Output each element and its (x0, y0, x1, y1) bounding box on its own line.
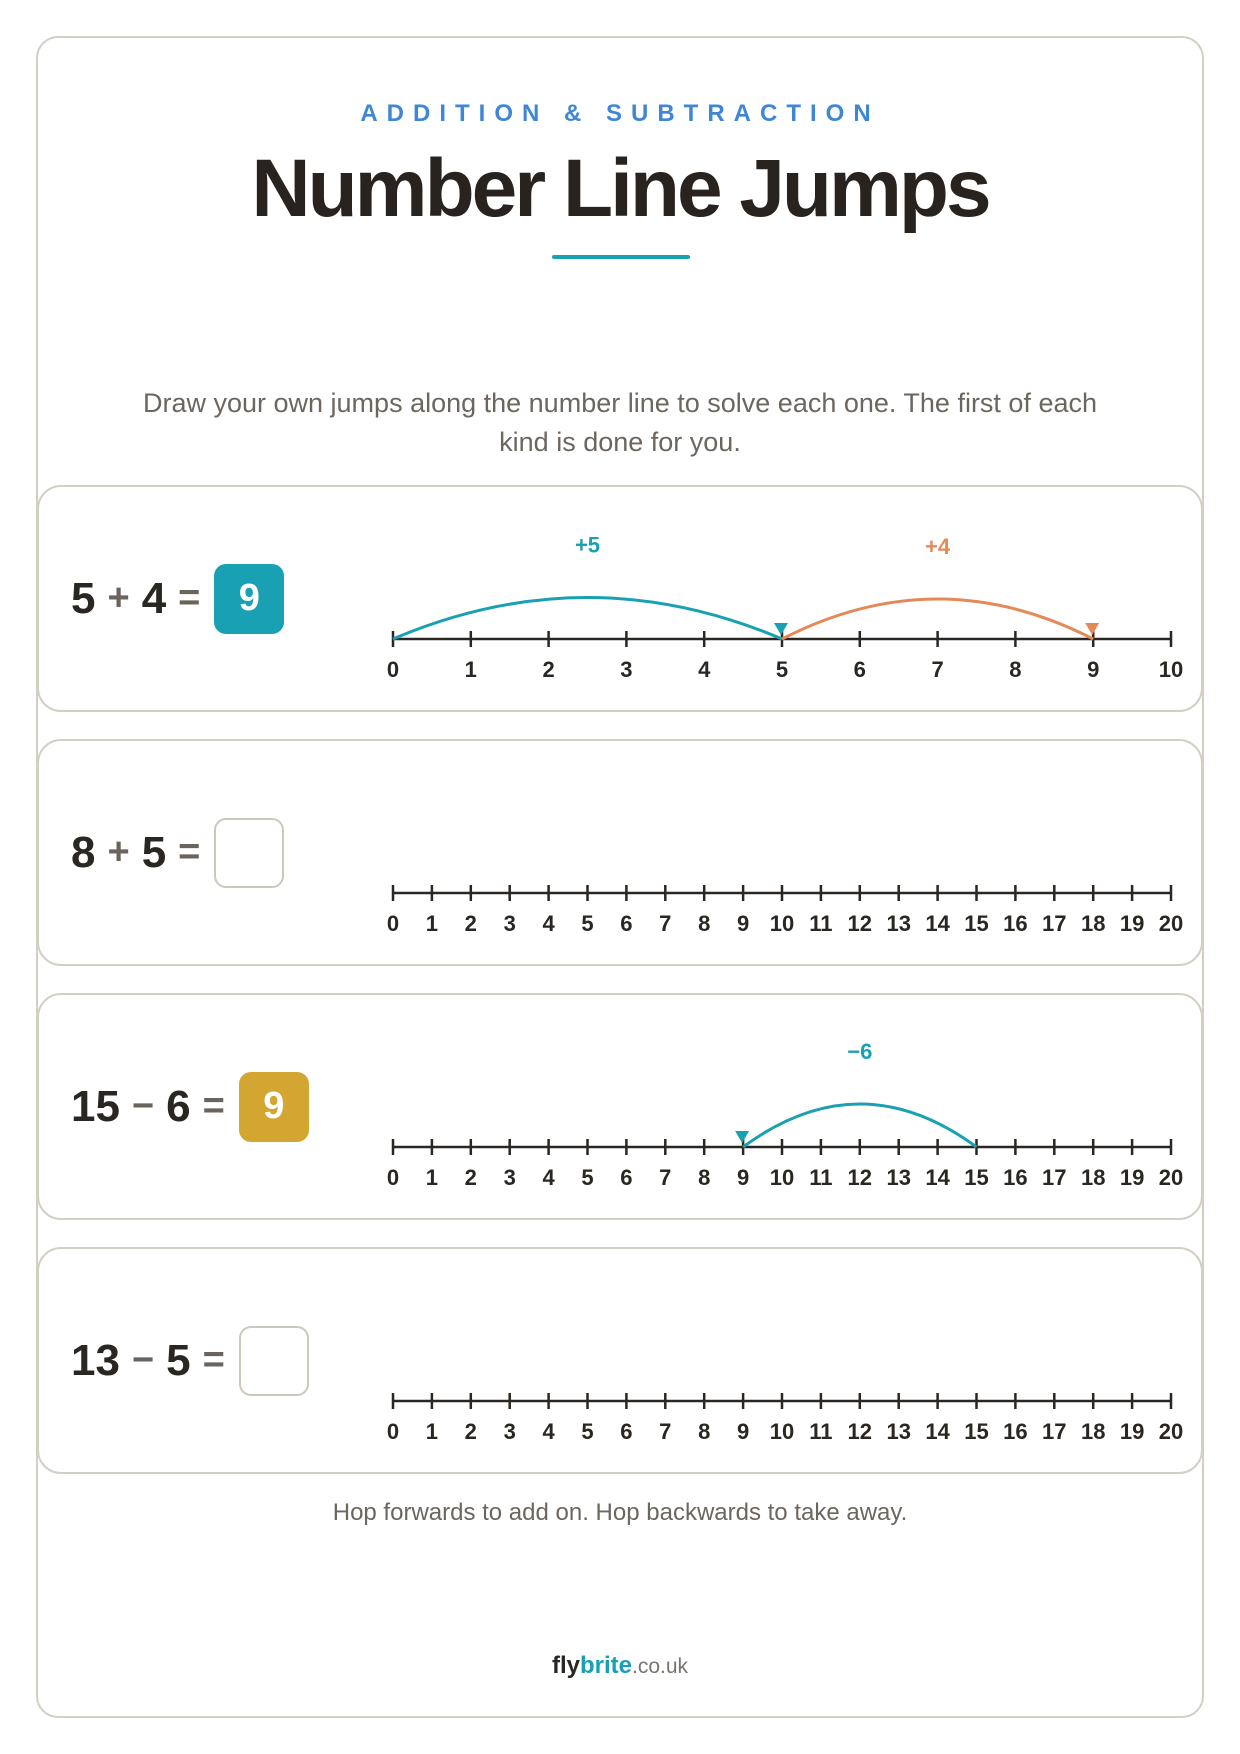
tick-label: 0 (386, 657, 400, 682)
tick-label: 7 (659, 1419, 672, 1444)
brand-part-fly: fly (551, 1652, 580, 1679)
tick-label: 5 (581, 1165, 594, 1190)
answer-box[interactable]: 9 (239, 1072, 309, 1142)
operand-b: 5 (141, 827, 167, 877)
tick-label: 17 (1042, 1419, 1067, 1444)
tick-label: 5 (581, 911, 594, 936)
tick-label: 6 (620, 911, 633, 936)
problem-card-1 (37, 485, 1203, 712)
tick-label: 3 (503, 1419, 516, 1444)
brand-logo[interactable] (0, 1652, 1240, 1680)
tick-label: 19 (1119, 1165, 1145, 1190)
tick-label: 3 (503, 911, 516, 936)
problem-card-2 (37, 739, 1203, 966)
tick-label: 11 (809, 1165, 833, 1190)
tick-label: 16 (1003, 1419, 1028, 1444)
tick-label: 15 (964, 1419, 989, 1444)
tick-label: 14 (925, 1419, 950, 1444)
tick-label: 13 (886, 1419, 911, 1444)
number-line (39, 1249, 1205, 1476)
tick-label: 17 (1042, 911, 1067, 936)
operand-b: 5 (166, 1335, 191, 1385)
tick-label: 2 (464, 911, 477, 936)
tick-label: 20 (1158, 1165, 1184, 1190)
tick-label: 19 (1119, 911, 1145, 936)
tick-label: 14 (925, 1165, 950, 1190)
title-underline (552, 255, 690, 259)
tick-label: 13 (886, 1165, 911, 1190)
tick-label: 7 (931, 657, 944, 682)
tick-label: 20 (1158, 911, 1184, 936)
tick-label: 9 (736, 1165, 750, 1190)
page-title: Number Line Jumps (251, 143, 989, 234)
tick-label: 3 (503, 1165, 516, 1190)
tick-label: 5 (581, 1419, 594, 1444)
arrow-head-icon (774, 623, 788, 635)
tick-label: 4 (542, 911, 555, 936)
problem-card-3 (37, 993, 1203, 1220)
tick-label: 10 (769, 1165, 795, 1190)
tick-label: 8 (698, 911, 711, 936)
operator: + (107, 831, 130, 873)
brand-part-domain: .co.uk (632, 1655, 689, 1678)
tick-label: 16 (1003, 1165, 1028, 1190)
equals-sign: = (178, 577, 201, 619)
tick-label: 10 (769, 1419, 795, 1444)
tick-label: 0 (386, 911, 400, 936)
jump-label: +5 (574, 532, 601, 558)
tick-label: 20 (1158, 1419, 1184, 1444)
tick-label: 1 (425, 1419, 439, 1444)
arrow-head-icon (1085, 623, 1099, 635)
tick-label: 13 (886, 911, 911, 936)
tick-label: 2 (464, 1419, 477, 1444)
operand-a: 5 (71, 573, 96, 623)
operator: + (107, 577, 130, 619)
tick-label: 12 (847, 1165, 873, 1190)
tick-label: 17 (1042, 1165, 1067, 1190)
tick-label: 9 (736, 1419, 750, 1444)
brand-part-brite: brite (579, 1652, 632, 1679)
tick-label: 0 (386, 1165, 400, 1190)
tick-label: 9 (736, 911, 750, 936)
tick-label: 8 (1009, 657, 1022, 682)
equals-sign: = (178, 831, 201, 873)
tick-label: 2 (464, 1165, 477, 1190)
tick-label: 9 (1087, 657, 1100, 682)
tick-label: 18 (1080, 1419, 1106, 1444)
tick-label: 7 (659, 1165, 672, 1190)
tick-label: 15 (964, 911, 989, 936)
tick-label: 11 (809, 911, 833, 936)
tick-label: 18 (1080, 911, 1106, 936)
tick-label: 5 (775, 657, 789, 682)
number-line (39, 995, 1205, 1222)
operator: − (131, 1339, 155, 1381)
answer-box[interactable]: 9 (214, 564, 284, 634)
tick-label: 6 (620, 1419, 633, 1444)
arrow-head-icon (735, 1131, 749, 1143)
tick-label: 11 (809, 1419, 833, 1444)
tick-label: 6 (620, 1165, 633, 1190)
equals-sign: = (202, 1085, 225, 1127)
tick-label: 0 (386, 1419, 400, 1444)
instructions-text: Draw your own jumps along the number line to solve each one. The first of each kind is done for you. (142, 388, 1098, 457)
tick-label: 16 (1003, 911, 1028, 936)
operand-a: 8 (71, 827, 96, 877)
tick-label: 15 (964, 1165, 989, 1190)
tick-label: 18 (1080, 1165, 1106, 1190)
operand-b: 6 (166, 1081, 191, 1131)
tick-label: 2 (542, 657, 555, 682)
tick-label: 7 (659, 911, 672, 936)
tick-label: 1 (464, 657, 477, 682)
tick-label: 19 (1119, 1419, 1145, 1444)
operand-a: 15 (71, 1081, 120, 1131)
jump-arc (393, 598, 782, 640)
tick-label: 8 (698, 1165, 711, 1190)
tick-label: 8 (698, 1419, 711, 1444)
equals-sign: = (202, 1339, 225, 1381)
tick-label: 4 (542, 1165, 555, 1190)
tick-label: 10 (1158, 657, 1184, 682)
tick-label: 4 (542, 1419, 555, 1444)
operand-b: 4 (141, 573, 167, 623)
tick-label: 1 (425, 911, 439, 936)
number-line (39, 741, 1205, 968)
tick-label: 12 (847, 911, 873, 936)
problem-card-4 (37, 1247, 1203, 1474)
operand-a: 13 (71, 1335, 120, 1385)
footer-tip: Hop forwards to add on. Hop backwards to take away. (332, 1499, 908, 1526)
jump-label: +4 (925, 534, 951, 559)
tick-label: 10 (769, 911, 795, 936)
jump-label: −6 (847, 1039, 873, 1064)
tick-label: 6 (853, 657, 866, 682)
section-kicker: ADDITION & SUBTRACTION (360, 100, 880, 127)
tick-label: 14 (925, 911, 950, 936)
tick-label: 3 (620, 657, 633, 682)
number-line (39, 487, 1205, 714)
tick-label: 12 (847, 1419, 873, 1444)
tick-label: 1 (425, 1165, 439, 1190)
operator: − (131, 1085, 155, 1127)
tick-label: 4 (698, 657, 711, 682)
